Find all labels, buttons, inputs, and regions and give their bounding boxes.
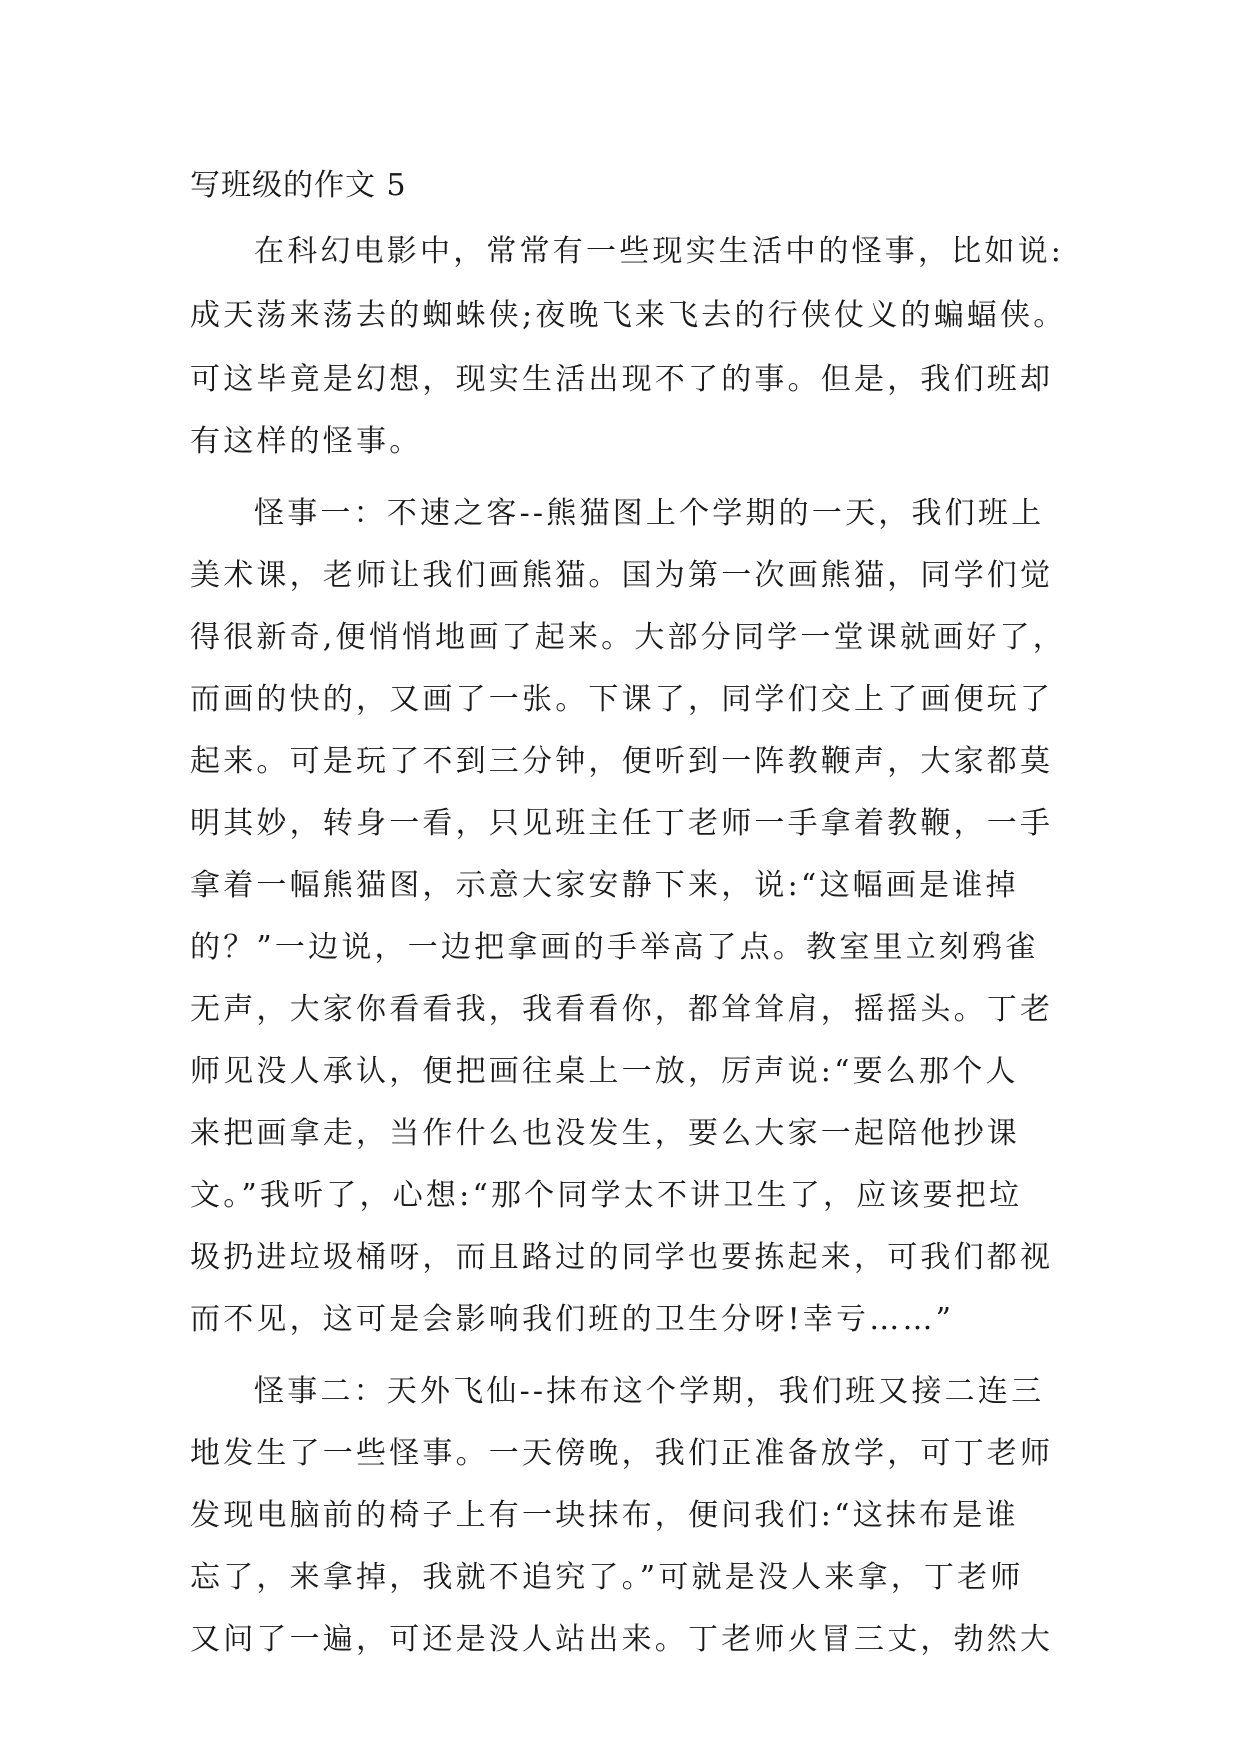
text-line: 文。”我听了，心想:“那个同学太不讲卫生了，应该要把垃 — [190, 1178, 1023, 1213]
text-line: 圾扔进垃圾桶呀，而且路过的同学也要拣起来，可我们都视 — [190, 1240, 1054, 1275]
document-title: 写班级的作文 5 — [190, 168, 407, 203]
text-line: 来把画拿走，当作什么也没发生，要么大家一起陪他抄课 — [190, 1116, 1020, 1151]
text-line: 美术课，老师让我们画熊猫。国为第一次画熊猫，同学们觉 — [190, 558, 1054, 593]
text-line: 在科幻电影中，常常有一些现实生活中的怪事，比如说: — [254, 234, 1065, 269]
text-line: 起来。可是玩了不到三分钟，便听到一阵教鞭声，大家都莫 — [190, 744, 1054, 779]
text-line: 得很新奇,便悄悄地画了起来。大部分同学一堂课就画好了， — [190, 620, 1066, 655]
text-line: 怪事一：不速之客--熊猫图上个学期的一天，我们班上 — [254, 496, 1045, 531]
text-line: 又问了一遍，可还是没人站出来。丁老师火冒三丈，勃然大 — [190, 1622, 1054, 1657]
text-line: 明其妙，转身一看，只见班主任丁老师一手拿着教鞭，一手 — [190, 806, 1054, 841]
text-line: 拿着一幅熊猫图，示意大家安静下来，说:“这幅画是谁掉 — [190, 868, 1019, 903]
text-line: 地发生了一些怪事。一天傍晚，我们正准备放学，可丁老师 — [190, 1436, 1054, 1471]
text-line: 师见没人承认，便把画往桌上一放，厉声说:“要么那个人 — [190, 1054, 1019, 1089]
text-line: 可这毕竟是幻想，现实生活出现不了的事。但是，我们班却 — [190, 362, 1054, 397]
text-line: 而画的快的，又画了一张。下课了，同学们交上了画便玩了 — [190, 682, 1054, 717]
text-line: 发现电脑前的椅子上有一块抹布，便问我们:“这抹布是谁 — [190, 1498, 1019, 1533]
text-line: 有这样的怪事。 — [190, 424, 423, 459]
text-line: 而不见，这可是会影响我们班的卫生分呀!幸亏……” — [190, 1302, 955, 1337]
text-line: 成天荡来荡去的蜘蛛侠;夜晚飞来飞去的行侠仗义的蝙蝠侠。 — [190, 298, 1067, 333]
text-line: 的？”一边说，一边把拿画的手举高了点。教室里立刻鸦雀 — [190, 930, 1039, 965]
text-line: 忘了，来拿掉，我就不追究了。”可就是没人来拿，丁老师 — [190, 1560, 1024, 1595]
text-line: 怪事二：天外飞仙--抹布这个学期，我们班又接二连三 — [254, 1374, 1045, 1409]
text-line: 无声，大家你看看我，我看看你，都耸耸肩，摇摇头。丁老 — [190, 992, 1054, 1027]
